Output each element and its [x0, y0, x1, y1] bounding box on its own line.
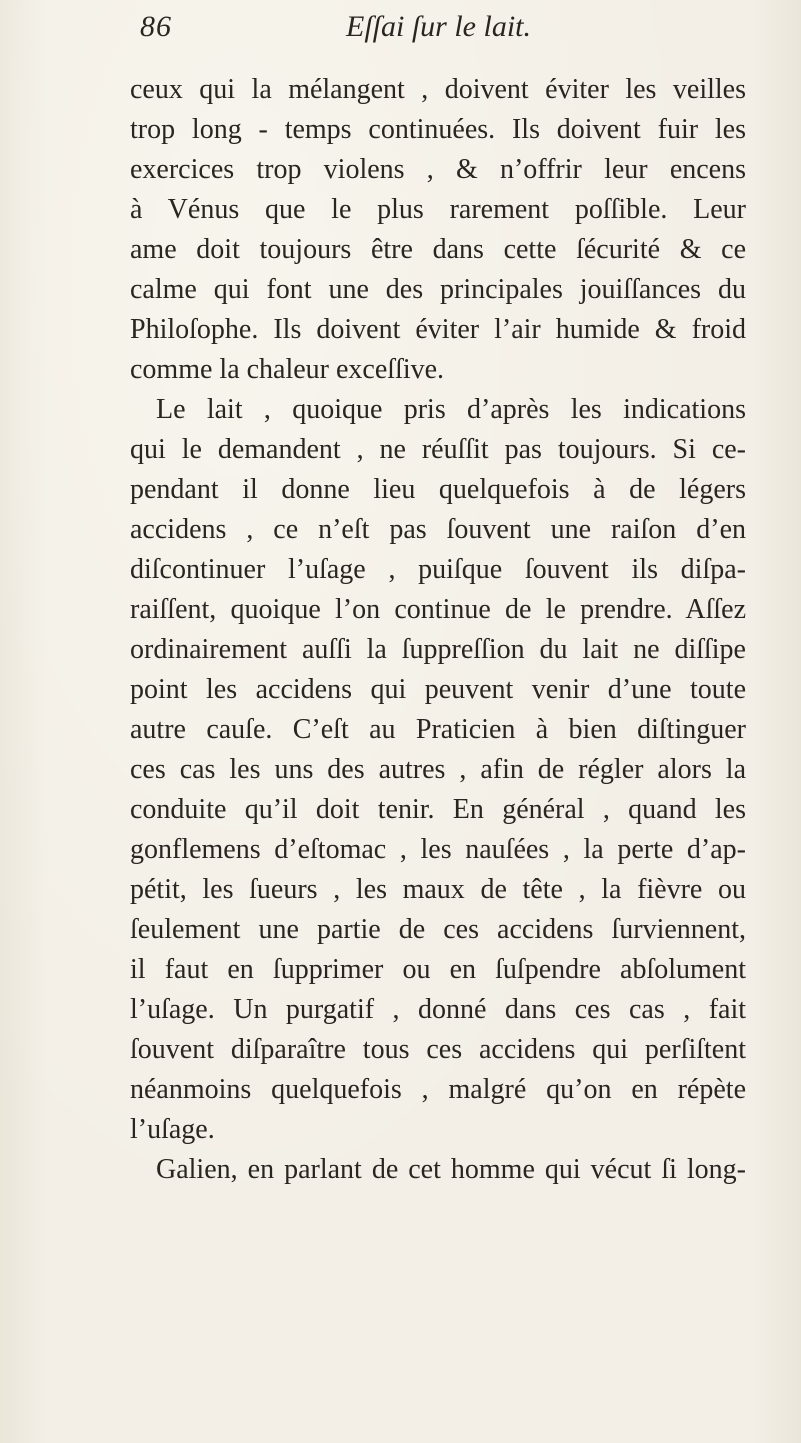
text-line: ame doit toujours être dans cette ſécurité & ce [130, 234, 746, 265]
text-line: ordinairement auſſi la ſuppreſſion du lait ne diſſipe [130, 634, 746, 665]
text-line: point les accidens qui peuvent venir d’une toute [130, 674, 746, 705]
paragraph-start-line: Galien, en parlant de cet homme qui vécut ſi long- [156, 1154, 746, 1185]
text-line: à Vénus que le plus rarement poſſible. Leur [130, 194, 746, 225]
body-text [130, 70, 746, 1190]
text-line: calme qui font une des principales jouiſſances du [130, 274, 746, 305]
text-line: autre cauſe. C’eſt au Praticien à bien diſtinguer [130, 714, 746, 745]
running-title: Eſſai ſur le lait. [346, 10, 531, 43]
text-line: pendant il donne lieu quelquefois à de légers [130, 474, 746, 505]
text-line: Philoſophe. Ils doivent éviter l’air humide & froid [130, 314, 746, 345]
paragraph-start-line: Le lait , quoique pris d’après les indications [156, 394, 746, 425]
text-line: ſouvent diſparaître tous ces accidens qui perſiſtent [130, 1034, 746, 1065]
text-line: accidens , ce n’eſt pas ſouvent une raiſon d’en [130, 514, 746, 545]
text-line: ces cas les uns des autres , afin de régler alors la [130, 754, 746, 785]
text-line: trop long - temps continuées. Ils doivent fuir les [130, 114, 746, 145]
text-line: néanmoins quelquefois , malgré qu’on en répète [130, 1074, 746, 1105]
text-line: l’uſage. Un purgatif , donné dans ces cas , fait [130, 994, 746, 1025]
text-line: conduite qu’il doit tenir. En général , quand les [130, 794, 746, 825]
text-line: pétit, les ſueurs , les maux de tête , la fièvre ou [130, 874, 746, 905]
text-line: ceux qui la mélangent , doivent éviter les veilles [130, 74, 746, 105]
page-number: 86 [140, 10, 172, 43]
text-line: raiſſent, quoique l’on continue de le prendre. Aſſez [130, 594, 746, 625]
text-line: diſcontinuer l’uſage , puiſque ſouvent ils diſpa- [130, 554, 746, 585]
text-line: l’uſage. [130, 1114, 215, 1145]
text-line: il faut en ſupprimer ou en ſuſpendre abſolument [130, 954, 746, 985]
text-line: qui le demandent , ne réuſſit pas toujours. Si ce- [130, 434, 746, 465]
text-line: gonflemens d’eſtomac , les nauſées , la perte d’ap- [130, 834, 746, 865]
running-head [140, 6, 700, 66]
text-line: comme la chaleur exceſſive. [130, 354, 445, 385]
text-line: ſeulement une partie de ces accidens ſurviennent, [130, 914, 746, 945]
text-line: exercices trop violens , & n’offrir leur encens [130, 154, 746, 185]
